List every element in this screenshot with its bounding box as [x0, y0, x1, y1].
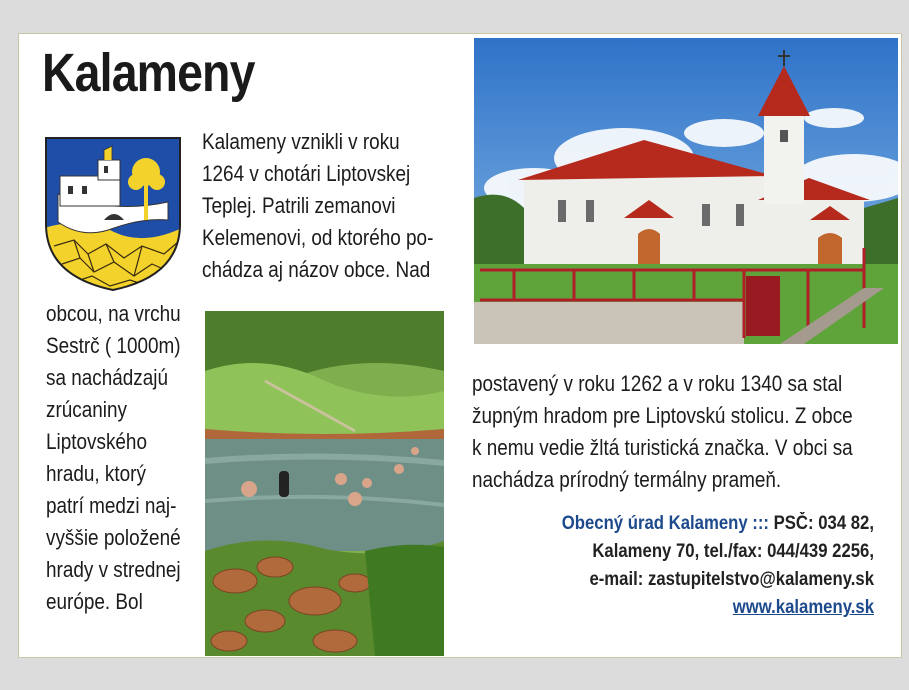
thermal-spring-photo	[205, 311, 444, 656]
text-line: župným hradom pre Liptovskú stolicu. Z obce	[472, 403, 853, 428]
text-line: 1264 v chotári Liptovskej	[202, 161, 411, 186]
text-line: k nemu vedie žltá turistická značka. V obci sa	[472, 435, 853, 460]
text-line: patrí medzi naj-	[46, 493, 177, 518]
page-title: Kalameny	[42, 43, 255, 103]
text-line: Kelemenovi, od ktorého po-	[202, 225, 434, 250]
text-line: hradu, ktorý	[46, 461, 146, 486]
postal-code: PSČ: 034 82,	[768, 513, 874, 534]
right-column-text	[472, 368, 853, 496]
text-line: Sestrč ( 1000m)	[46, 333, 181, 358]
office-name: Obecný úrad Kalameny :::	[561, 513, 769, 534]
contact-line-org	[518, 510, 874, 538]
text-line: zrúcaniny	[46, 397, 127, 422]
intro-paragraph	[202, 126, 433, 286]
left-column-text	[46, 298, 181, 618]
text-line: Liptovského	[46, 429, 147, 454]
text-line: Teplej. Patrili zemanovi	[202, 193, 396, 218]
contact-email: e-mail: zastupitelstvo@kalameny.sk	[589, 569, 874, 590]
text-line: Kalameny vznikli v roku	[202, 129, 400, 154]
text-line: vyššie položené	[46, 525, 181, 550]
contact-address: Kalameny 70, tel./fax: 044/439 2256,	[592, 541, 874, 562]
text-line: chádza aj názov obce. Nad	[202, 257, 431, 282]
text-line: hrady v strednej	[46, 557, 181, 582]
text-line: sa nachádzajú	[46, 365, 169, 390]
text-line: európe. Bol	[46, 589, 143, 614]
website-link[interactable]: www.kalameny.sk	[732, 597, 874, 618]
church-photo	[474, 38, 898, 344]
text-line: nachádza prírodný termálny prameň.	[472, 467, 782, 492]
contact-block	[470, 510, 874, 622]
coat-of-arms	[44, 136, 182, 292]
text-line: postavený v roku 1262 a v roku 1340 sa stal	[472, 371, 843, 396]
text-line: obcou, na vrchu	[46, 301, 181, 326]
